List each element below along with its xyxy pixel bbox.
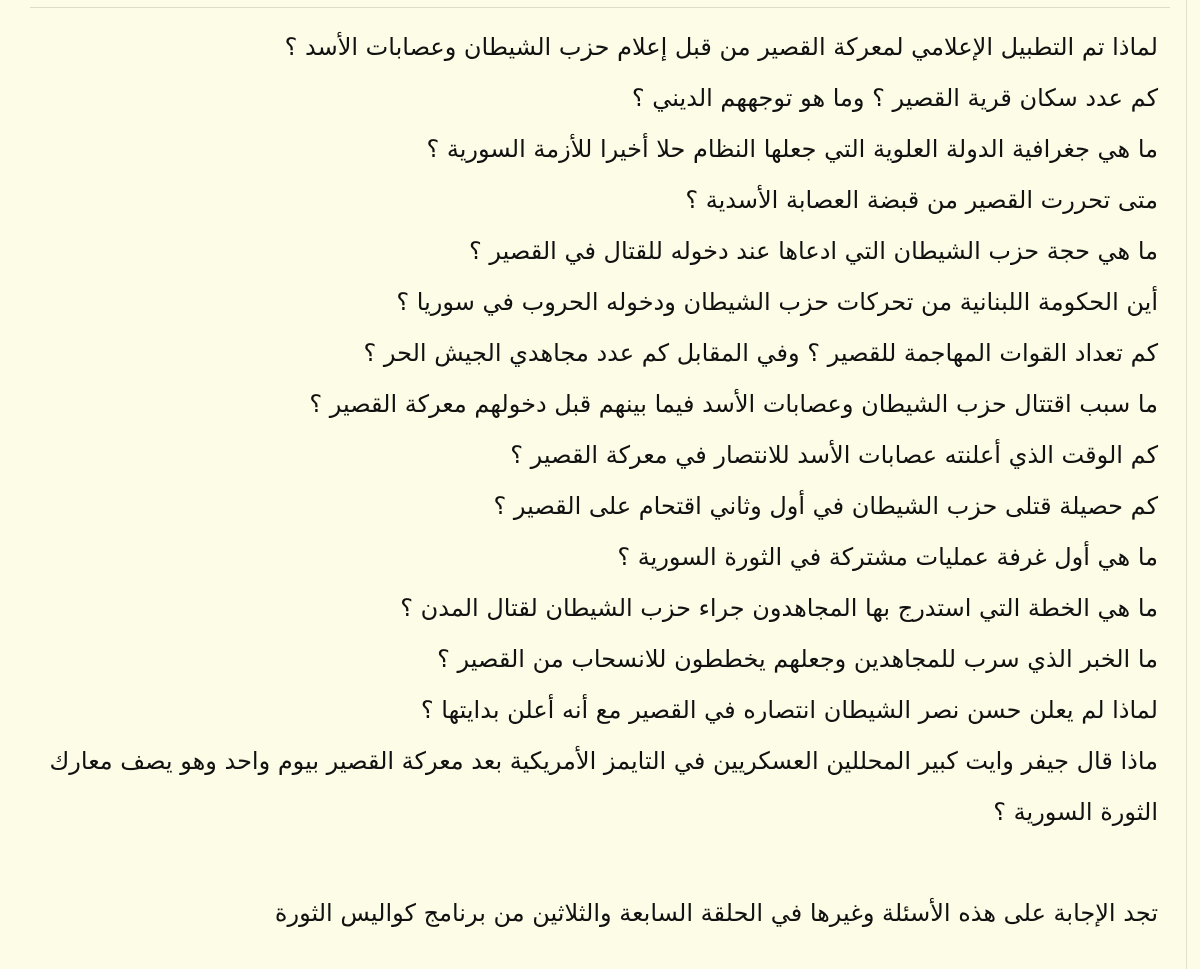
footer-note: تجد الإجابة على هذه الأسئلة وغيرها في الحلقة السابعة والثلاثين من برنامج كواليس الثورة xyxy=(274,899,1158,927)
question-4: متى تحررت القصير من قبضة العصابة الأسدية ؟ xyxy=(685,186,1158,214)
question-5: ما هي حجة حزب الشيطان التي ادعاها عند دخوله للقتال في القصير ؟ xyxy=(469,237,1158,265)
question-13: ما الخبر الذي سرب للمجاهدين وجعلهم يخططون للانسحاب من القصير ؟ xyxy=(437,645,1158,673)
question-12: ما هي الخطة التي استدرج بها المجاهدون جراء حزب الشيطان لقتال المدن ؟ xyxy=(400,594,1158,622)
question-10: كم حصيلة قتلى حزب الشيطان في أول وثاني اقتحام على القصير ؟ xyxy=(493,492,1158,520)
right-divider xyxy=(1186,0,1187,969)
question-11: ما هي أول غرفة عمليات مشتركة في الثورة السورية ؟ xyxy=(617,543,1158,571)
question-8: ما سبب اقتتال حزب الشيطان وعصابات الأسد فيما بينهم قبل دخولهم معركة القصير ؟ xyxy=(309,390,1158,418)
question-15: ماذا قال جيفر وايت كبير المحللين العسكريين في التايمز الأمريكية بعد معركة القصير بيوم واحد وهو يصف معارك الثورة السورية ؟ xyxy=(49,747,1158,826)
question-7: كم تعداد القوات المهاجمة للقصير ؟ وفي المقابل كم عدد مجاهدي الجيش الحر ؟ xyxy=(363,339,1158,367)
question-6: أين الحكومة اللبنانية من تحركات حزب الشيطان ودخوله الحروب في سوريا ؟ xyxy=(396,288,1158,316)
question-3: ما هي جغرافية الدولة العلوية التي جعلها النظام حلا أخيرا للأزمة السورية ؟ xyxy=(426,135,1158,163)
question-9: كم الوقت الذي أعلنته عصابات الأسد للانتصار في معركة القصير ؟ xyxy=(510,441,1158,469)
question-14: لماذا لم يعلن حسن نصر الشيطان انتصاره في القصير مع أنه أعلن بدايتها ؟ xyxy=(420,696,1158,724)
document-body xyxy=(38,22,1158,939)
top-divider xyxy=(30,7,1170,8)
question-2: كم عدد سكان قرية القصير ؟ وما هو توجههم الديني ؟ xyxy=(631,84,1158,112)
question-1: لماذا تم التطبيل الإعلامي لمعركة القصير من قبل إعلام حزب الشيطان وعصابات الأسد ؟ xyxy=(284,33,1158,61)
